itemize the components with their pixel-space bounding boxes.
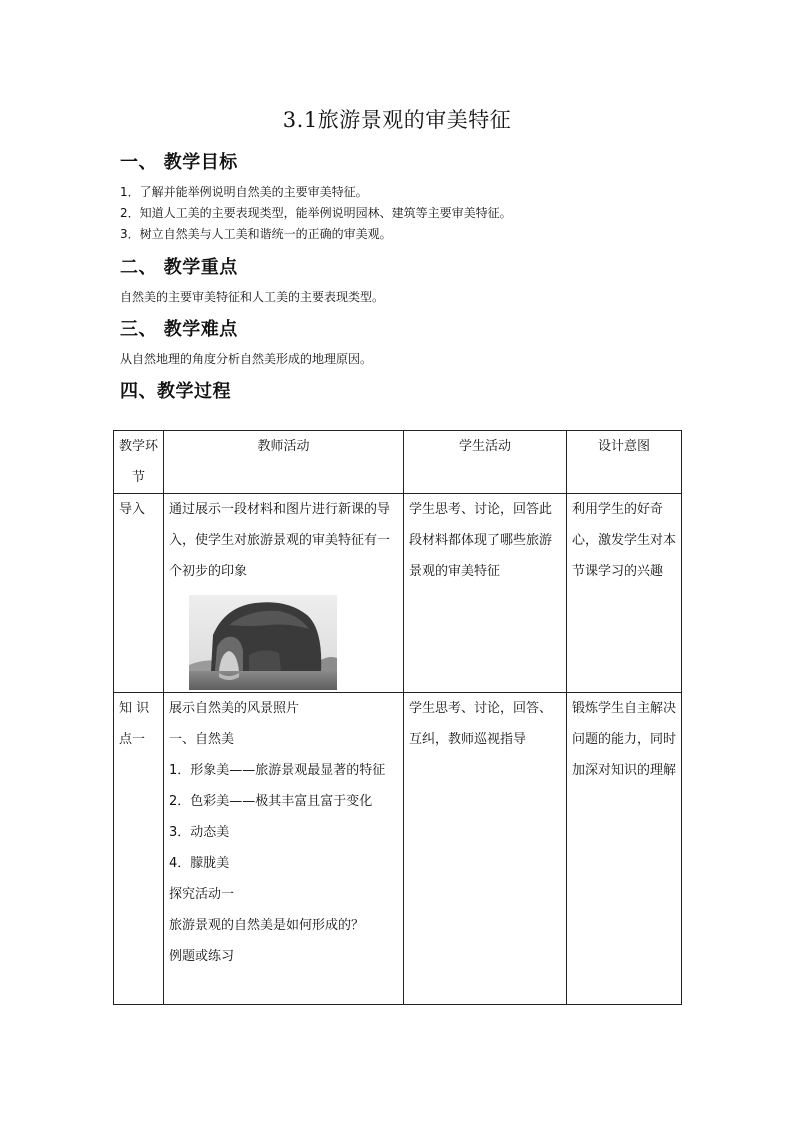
section-heading-key-points: 二、 教学重点 [120, 257, 238, 278]
cell-design-intent: 锻炼学生自主解决问题的能力，同时加深对知识的理解 [567, 693, 682, 1005]
cell-teacher-activity [164, 494, 404, 693]
cell-student-activity: 学生思考、讨论，回答、互纠，教师巡视指导 [404, 693, 567, 1005]
teacher-activity-line: 3．动态美 [169, 825, 230, 840]
header-teacher-activity: 教师活动 [164, 431, 404, 494]
teaching-process-table [113, 430, 682, 1005]
cell-design-intent: 利用学生的好奇心，激发学生对本节课学习的兴趣 [567, 494, 682, 693]
objective-line: 2．知道人工美的主要表现类型，能举例说明园林、建筑等主要审美特征。 [120, 206, 512, 220]
teacher-activity-line: 1．形象美——旅游景观最显著的特征 [169, 763, 386, 778]
cell-teacher-activity [164, 693, 404, 1005]
table-row [114, 693, 682, 1005]
cell-phase: 知 识 点一 [114, 693, 164, 1005]
table-row [114, 494, 682, 693]
header-phase: 教学环节 [114, 431, 164, 494]
difficulties-text: 从自然地理的角度分析自然美形成的地理原因。 [120, 352, 373, 366]
teacher-activity-text: 通过展示一段材料和图片进行新课的导入，使学生对旅游景观的审美特征有一个初步的印象 [169, 502, 391, 579]
section-heading-difficulties: 三、 教学难点 [120, 319, 238, 340]
cell-student-activity: 学生思考、讨论，回答此段材料都体现了哪些旅游景观的审美特征 [404, 494, 567, 693]
section-heading-objectives: 一、 教学目标 [120, 152, 238, 173]
key-points-text: 自然美的主要审美特征和人工美的主要表现类型。 [120, 290, 385, 304]
document-title: 3.1旅游景观的审美特征 [282, 108, 512, 132]
section-heading-process: 四、教学过程 [120, 381, 231, 402]
header-student-activity: 学生活动 [404, 431, 567, 494]
header-design-intent: 设计意图 [567, 431, 682, 494]
teacher-activity-line: 展示自然美的风景照片 [169, 701, 300, 716]
teacher-activity-line: 例题或练习 [169, 949, 235, 964]
teacher-activity-line: 2．色彩美——极其丰富且富于变化 [169, 794, 373, 809]
teacher-activity-line: 探究活动一 [169, 887, 235, 902]
teacher-activity-line: 旅游景观的自然美是如何形成的？ [169, 918, 365, 933]
objective-line: 3．树立自然美与人工美和谐统一的正确的审美观。 [120, 227, 392, 241]
cell-phase: 导入 [114, 494, 164, 693]
table-header-row [114, 431, 682, 494]
elephant-trunk-hill-photo [189, 595, 337, 690]
objective-line: 1．了解并能举例说明自然美的主要审美特征。 [120, 185, 368, 199]
teacher-activity-line: 一、自然美 [169, 732, 235, 747]
teacher-activity-line: 4．朦胧美 [169, 856, 230, 871]
